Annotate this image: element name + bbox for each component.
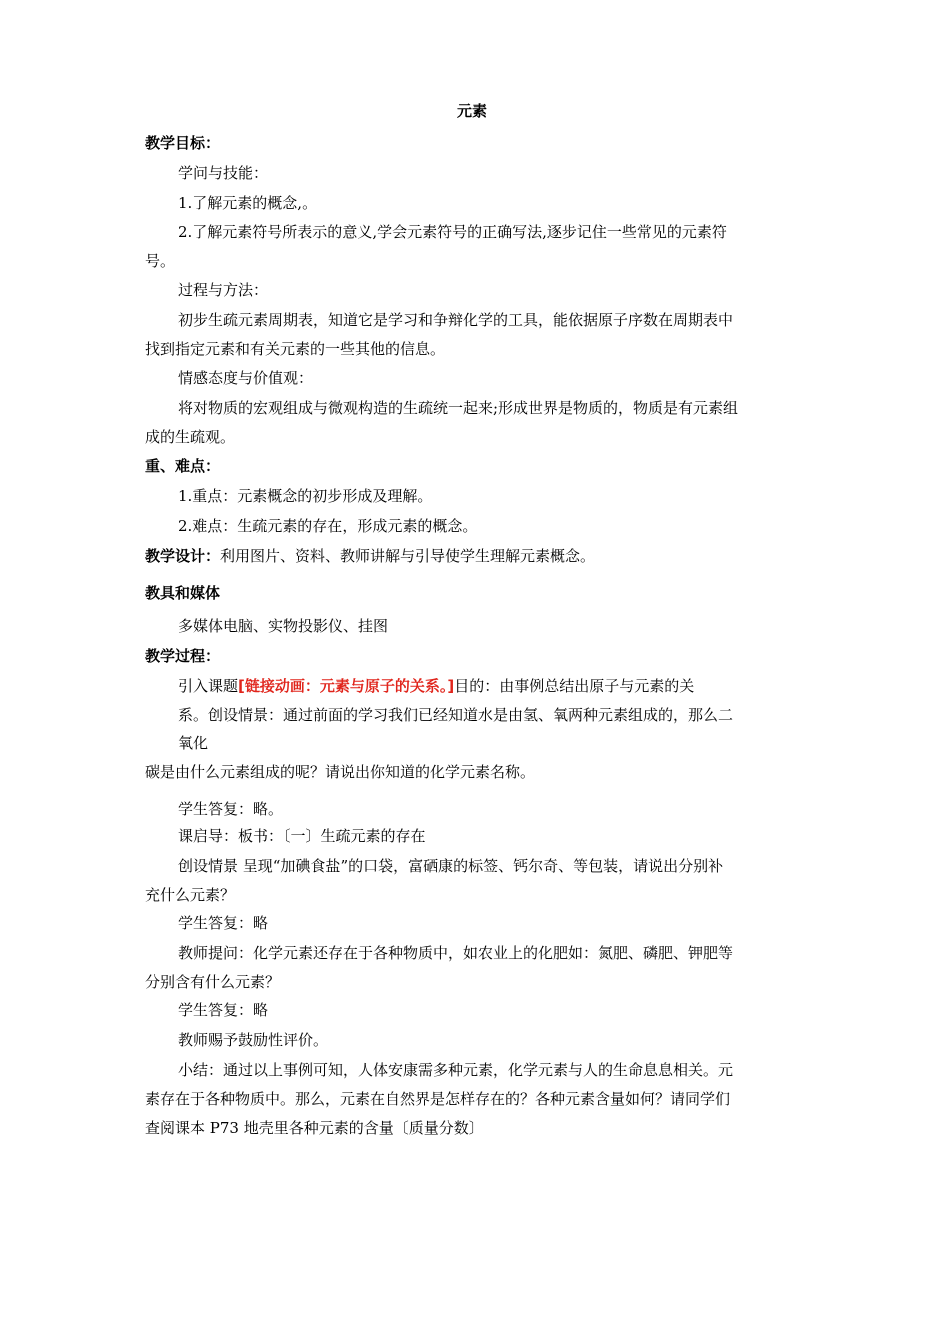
knowledge-item-2: 2.了解元素符号所表示的意义,学会元素符号的正确写法,逐步记住一些常见的元素符 — [178, 223, 727, 241]
section-heading-process: 教学过程： — [145, 647, 221, 665]
animation-link[interactable]: [链接动画：元素与原子的关系。] — [238, 677, 455, 695]
section-heading-objectives: 教学目标： — [145, 134, 221, 152]
intro-line-4: 碳是由什么元素组成的呢？请说出你知道的化学元素名称。 — [145, 763, 536, 781]
section-heading-tools: 教具和媒体 — [145, 584, 221, 602]
student-answer-1: 学生答复：略。 — [178, 800, 284, 818]
board-writing: 课启导：板书：〔一〕生疏元素的存在 — [178, 827, 426, 845]
summary-text: 小结：通过以上事例可知，人体安康需多种元素，化学元素与人的生命息息相关。元 — [178, 1061, 734, 1079]
intro-prefix: 引入课题 — [178, 677, 239, 695]
scene-text: 创设情景 呈现“加碘食盐”的口袋，富硒康的标签、钙尔奇、等包装，请说出分别补 — [178, 857, 724, 875]
summary-text-cont: 素存在于各种物质中。那么，元素在自然界是怎样存在的？各种元素含量如何？请同学们 — [145, 1090, 731, 1108]
teacher-evaluation: 教师赐予鼓励性评价。 — [178, 1031, 329, 1049]
student-answer-3: 学生答复：略 — [178, 1001, 269, 1019]
teacher-question: 教师提问：化学元素还存在于各种物质中，如农业上的化肥如：氮肥、磷肥、钾肥等 — [178, 944, 734, 962]
teaching-design — [145, 546, 595, 566]
knowledge-item-1: 1.了解元素的概念,。 — [178, 194, 318, 212]
intro-suffix: 目的：由事例总结出原子与元素的关 — [454, 677, 695, 695]
summary-text-end: 查阅课本 P73 地壳里各种元素的含量〔质量分数〕 — [145, 1119, 484, 1137]
knowledge-label: 学问与技能： — [178, 164, 269, 182]
intro-line-3: 氧化 — [178, 734, 209, 752]
student-answer-2: 学生答复：略 — [178, 914, 269, 932]
process-label: 过程与方法： — [178, 281, 269, 299]
document-title: 元素 — [457, 102, 488, 120]
section-heading-key-points: 重、难点： — [145, 457, 221, 475]
tools-text: 多媒体电脑、实物投影仪、挂图 — [178, 617, 389, 635]
process-text-cont: 找到指定元素和有关元素的一些其他的信息。 — [145, 340, 446, 358]
knowledge-item-2-cont: 号。 — [145, 252, 176, 270]
teaching-design-label: 教学设计： — [145, 547, 221, 565]
emotion-label: 情感态度与价值观： — [178, 369, 314, 387]
key-point-2: 2.难点：生疏元素的存在，形成元素的概念。 — [178, 517, 478, 535]
teaching-design-text: 利用图片、资料、教师讲解与引导使学生理解元素概念。 — [220, 547, 596, 565]
intro-line-2: 系。创设情景：通过前面的学习我们已经知道水是由氢、氧两种元素组成的，那么二 — [178, 706, 734, 724]
teacher-question-cont: 分别含有什么元素？ — [145, 973, 281, 991]
emotion-text-cont: 成的生疏观。 — [145, 428, 236, 446]
key-point-1: 1.重点：元素概念的初步形成及理解。 — [178, 487, 433, 505]
intro-line — [178, 676, 694, 696]
scene-text-cont: 充什么元素？ — [145, 886, 236, 904]
process-text: 初步生疏元素周期表，知道它是学习和争辩化学的工具，能依据原子序数在周期表中 — [178, 311, 734, 329]
emotion-text: 将对物质的宏观组成与微观构造的生疏统一起来;形成世界是物质的，物质是有元素组 — [178, 399, 739, 417]
